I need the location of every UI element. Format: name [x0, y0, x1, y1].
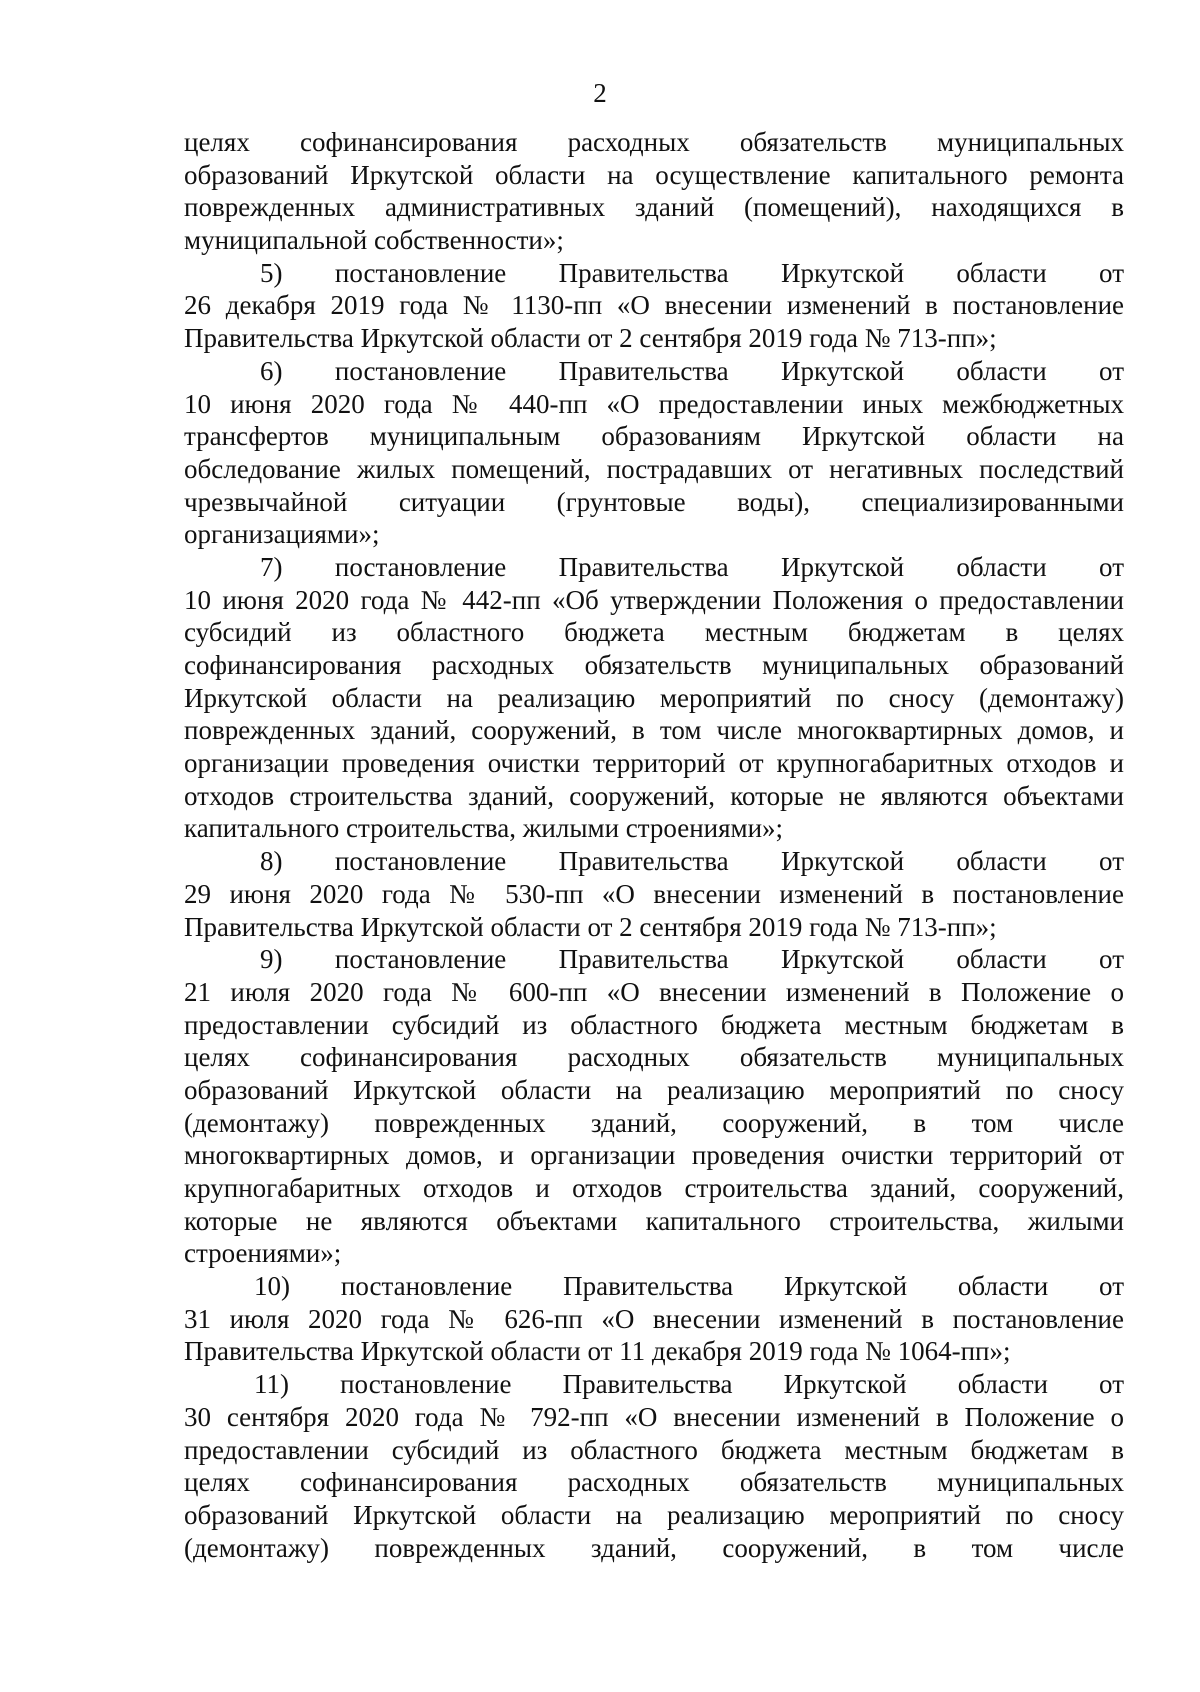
- text-line: Правительства Иркутской области от 2 сентября 2019 года № 713-пп»;: [184, 911, 997, 942]
- text-line: Правительства Иркутской области от 11 декабря 2019 года № 1064-пп»;: [184, 1336, 1011, 1367]
- text-line: трансфертов муниципальным образованиям Иркутской области на: [184, 421, 1124, 452]
- text-line: субсидий из областного бюджета местным бюджетам в целях: [184, 617, 1124, 648]
- text-line: 29 июня 2020 года № 530-пп «О внесении изменений в постановление: [184, 878, 1124, 909]
- text-line: поврежденных административных зданий (помещений), находящихся в: [184, 192, 1124, 223]
- text-line: муниципальной собственности»;: [184, 225, 564, 256]
- text-line: целях софинансирования расходных обязательств муниципальных: [184, 127, 1124, 157]
- text-line: обследование жилых помещений, пострадавших от негативных последствий: [184, 453, 1124, 484]
- text-line: которые не являются объектами капитального строительства, жилыми: [184, 1205, 1124, 1236]
- text-line: целях софинансирования расходных обязательств муниципальных: [184, 1467, 1124, 1498]
- text-line: организации проведения очистки территорий от крупногабаритных отходов и: [184, 748, 1124, 779]
- list-item-11-start: 11) постановление Правительства Иркутской области от: [254, 1369, 1124, 1400]
- text-line: софинансирования расходных обязательств муниципальных образований: [184, 650, 1124, 680]
- text-line: образований Иркутской области на реализацию мероприятий по сносу: [184, 1499, 1124, 1530]
- text-line: многоквартирных домов, и организации проведения очистки территорий от: [184, 1140, 1124, 1171]
- text-line: (демонтажу) поврежденных зданий, сооружений, в том числе: [184, 1532, 1124, 1563]
- text-line: чрезвычайной ситуации (грунтовые воды), специализированными: [184, 486, 1124, 517]
- text-line: капитального строительства, жилыми строениями»;: [184, 813, 784, 844]
- text-line: строениями»;: [184, 1238, 342, 1269]
- text-line: 10 июня 2020 года № 442-пп «Об утверждении Положения о предоставлении: [184, 584, 1124, 615]
- text-line: поврежденных зданий, сооружений, в том числе многоквартирных домов, и: [184, 715, 1124, 746]
- text-line: 31 июля 2020 года № 626-пп «О внесении изменений в постановление: [184, 1303, 1124, 1334]
- text-line: 21 июля 2020 года № 600-пп «О внесении изменений в Положение о: [184, 976, 1124, 1007]
- text-line: организациями»;: [184, 519, 380, 550]
- page-number: 2: [593, 78, 607, 108]
- list-item-5-start: 5) постановление Правительства Иркутской области от: [260, 257, 1124, 288]
- text-line: отходов строительства зданий, сооружений, которые не являются объектами: [184, 780, 1124, 811]
- text-line: 26 декабря 2019 года № 1130-пп «О внесении изменений в постановление: [184, 290, 1124, 321]
- text-line: Правительства Иркутской области от 2 сентября 2019 года № 713-пп»;: [184, 323, 997, 354]
- list-item-7-start: 7) постановление Правительства Иркутской области от: [260, 551, 1124, 582]
- text-line: образований Иркутской области на осуществление капитального ремонта: [184, 159, 1124, 190]
- text-line: 30 сентября 2020 года № 792-пп «О внесении изменений в Положение о: [184, 1401, 1124, 1432]
- text-line: предоставлении субсидий из областного бюджета местным бюджетам в: [184, 1434, 1124, 1465]
- text-line: крупногабаритных отходов и отходов строительства зданий, сооружений,: [184, 1173, 1124, 1203]
- text-line: 10 июня 2020 года № 440-пп «О предоставлении иных межбюджетных: [184, 388, 1124, 419]
- text-line: образований Иркутской области на реализацию мероприятий по сносу: [184, 1074, 1124, 1105]
- list-item-8-start: 8) постановление Правительства Иркутской области от: [260, 846, 1124, 877]
- text-line: Иркутской области на реализацию мероприятий по сносу (демонтажу): [184, 682, 1124, 713]
- text-line: предоставлении субсидий из областного бюджета местным бюджетам в: [184, 1009, 1124, 1040]
- list-item-6-start: 6) постановление Правительства Иркутской области от: [260, 355, 1124, 386]
- text-line: (демонтажу) поврежденных зданий, сооружений, в том числе: [184, 1107, 1124, 1138]
- document-body: [184, 126, 1124, 1564]
- list-item-9-start: 9) постановление Правительства Иркутской области от: [260, 944, 1124, 975]
- list-item-10-start: 10) постановление Правительства Иркутской области от: [254, 1271, 1124, 1302]
- text-line: целях софинансирования расходных обязательств муниципальных: [184, 1042, 1124, 1073]
